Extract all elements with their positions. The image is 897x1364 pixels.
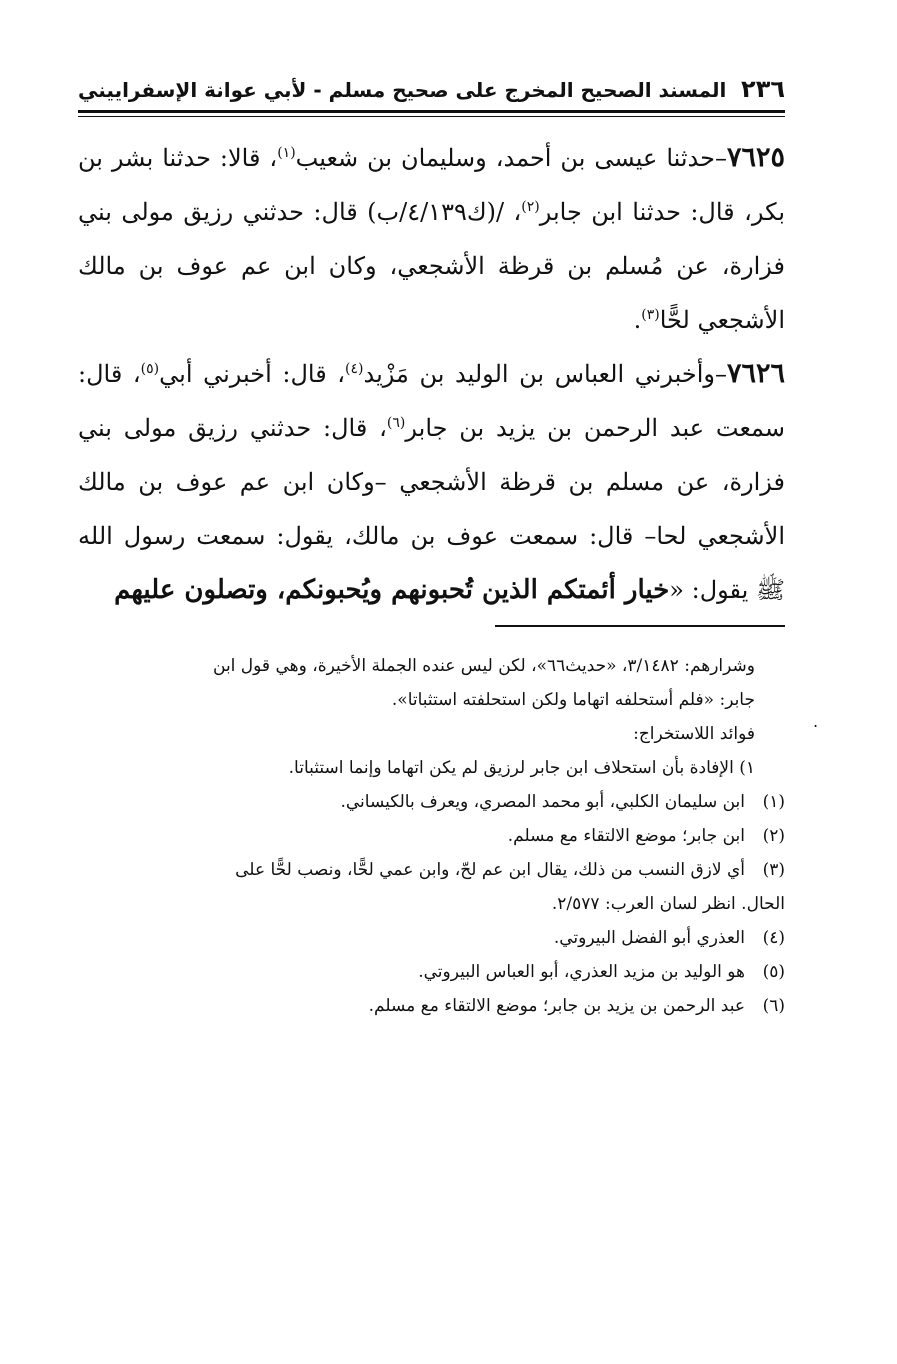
- text-line: عوف بن مالك الأشجعي لحًّا: [78, 252, 785, 334]
- text-line: قال: سمعت عبد الرحمن بن يزيد بن جابر: [78, 360, 786, 442]
- footnotes: [78, 649, 785, 1023]
- benefit-item: ١) الإفادة بأن استحلاف ابن جابر لرزيق لم يكن اتهاما وإنما استثباتا.: [288, 758, 755, 778]
- page: [78, 70, 785, 1023]
- text-line: –حدثنا عيسى بن أحمد، وسليمان بن شعيب: [295, 144, 727, 172]
- text-line: ، /(ك٤/١٣٩/ب) قال:: [313, 198, 522, 226]
- text-line: يقول: «: [669, 576, 749, 604]
- hadith-7625: [78, 131, 785, 347]
- footnote-separator: [495, 625, 785, 627]
- footnote-item: [78, 819, 785, 853]
- benefits-title: فوائد اللاستخراج:: [633, 724, 755, 744]
- text-line: ، قال: أخبرني أبي: [159, 360, 346, 388]
- footnote-item: [78, 853, 785, 887]
- text-line: الأشجعي لحا– قال: سمعت عوف بن مالك، يقول: سمعت رسول الله ﷺ: [78, 522, 785, 604]
- text-line: فزارة، عن مسلم بن قرظة الأشجعي –وكان ابن عم عوف بن مالك: [78, 468, 785, 496]
- header-rule: [78, 110, 785, 113]
- hadith-7626: [78, 347, 785, 617]
- footnote-number: (٢): [762, 826, 785, 846]
- footnote-text: ابن سليمان الكلبي، أبو محمد المصري، ويعرف بالكيساني.: [340, 792, 745, 812]
- footnote-ref: (٦): [386, 415, 406, 431]
- book-title: المسند الصحيح المخرج على صحيح مسلم - لأبي عوانة الإسفراييني: [78, 78, 727, 102]
- running-header: [78, 70, 785, 108]
- footnote-number: (٣): [762, 860, 785, 880]
- text-line: حدثني رزيق مولى بني فزارة، عن مُسلم بن قرظة الأشجعي، وكان ابن عم: [78, 198, 785, 280]
- text-line: ، قالا:: [219, 144, 278, 172]
- footnote-text-continued: الحال. انظر لسان العرب: ٢/٥٧٧.: [551, 894, 785, 914]
- footnote-text: ابن جابر؛ موضع الالتقاء مع مسلم.: [507, 826, 745, 846]
- note-continuation: جابر: «فلم أستحلفه اتهاما ولكن استحلفته استثباتا».: [391, 690, 755, 710]
- text-line: –وأخبرني العباس بن الوليد بن مَزْيد: [363, 360, 727, 388]
- page-number: ٢٣٦: [741, 75, 785, 103]
- footnote-item: [78, 989, 785, 1023]
- footnote-number: (١): [762, 792, 785, 812]
- note-continuation: وشرارهم: ٣/١٤٨٢، «حديث٦٦»، لكن ليس عنده الجملة الأخيرة، وهي قول ابن: [213, 656, 755, 676]
- footnote-ref: (٢): [521, 199, 540, 215]
- hadith-number: ٧٦٢٥: [726, 142, 785, 173]
- footnote-item: [78, 921, 785, 955]
- header-rule-thin: [78, 116, 785, 117]
- footnote-ref: (١): [277, 145, 296, 161]
- footnote-number: (٥): [762, 962, 785, 982]
- footnote-text: العذري أبو الفضل البيروتي.: [553, 928, 745, 948]
- text-line: ، قال: حدثني رزيق مولى بني: [78, 414, 387, 442]
- footnote-item: [78, 955, 785, 989]
- prophetic-saying: خيار أئمتكم الذين تُحبونهم ويُحبونكم، وتصلون عليهم: [114, 575, 670, 605]
- hadith-number: ٧٦٢٦: [726, 358, 785, 389]
- footnote-text: أي لازق النسب من ذلك، يقال ابن عم لحّ، وابن عمي لحًّا، ونصب لحًّا على: [235, 860, 745, 880]
- footnote-text: هو الوليد بن مزيد العذري، أبو العباس البيروتي.: [418, 962, 745, 982]
- text-line: حدثنا بشر بن بكر، قال: حدثنا ابن جابر: [78, 144, 785, 226]
- footnote-ref: (٥): [140, 361, 160, 377]
- footnote-number: (٦): [762, 996, 785, 1016]
- footnote-ref: (٤): [345, 361, 364, 377]
- footnote-item: [78, 785, 785, 819]
- text-line: .: [633, 306, 642, 334]
- footnote-text: عبد الرحمن بن يزيد بن جابر؛ موضع الالتقاء مع مسلم.: [368, 996, 745, 1016]
- footnote-number: (٤): [762, 928, 785, 948]
- text-line: ،: [132, 360, 141, 388]
- main-text: [78, 131, 785, 617]
- footnote-ref: (٣): [641, 307, 660, 323]
- margin-dot: .: [813, 712, 819, 731]
